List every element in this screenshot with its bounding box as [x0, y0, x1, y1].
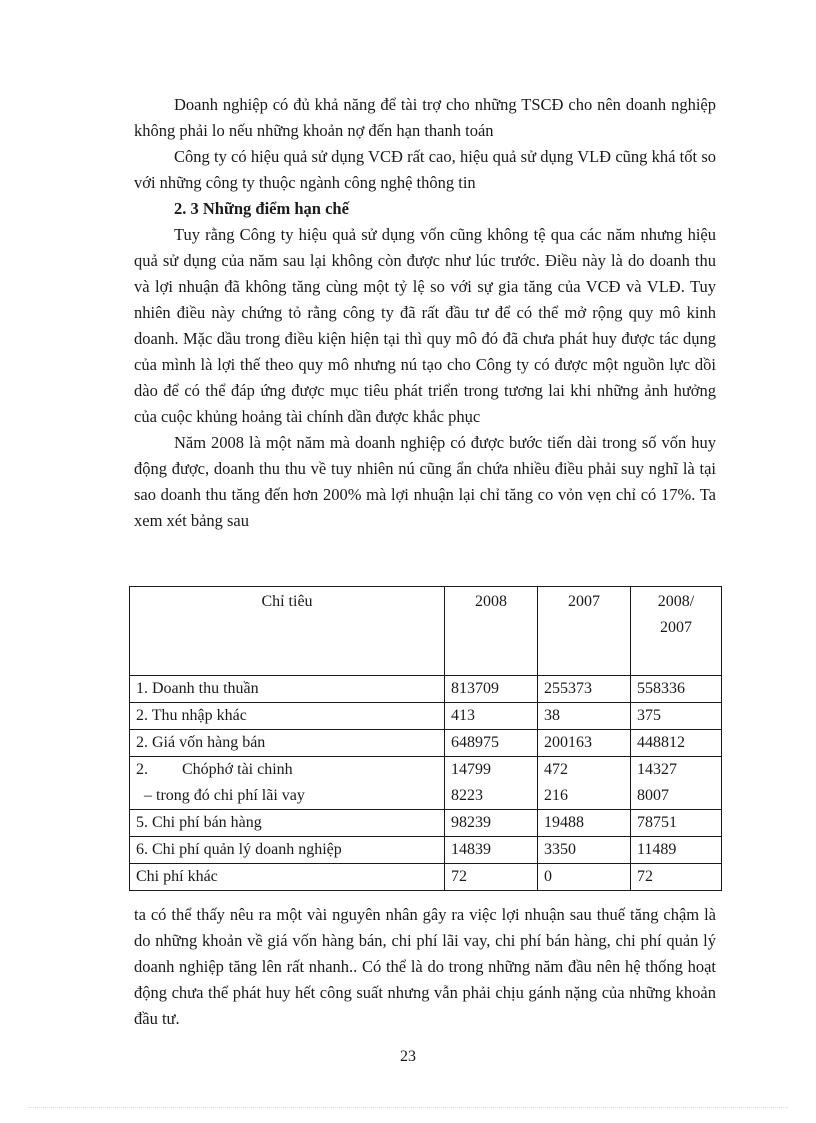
cell-2008: 72 [445, 864, 538, 891]
table-row [130, 676, 722, 703]
paragraph: Tuy rằng Công ty hiệu quả sử dụng vốn cũng không tệ qua các năm nhưng hiệu quả sử dụng của năm sau lại không còn được như lúc trước. Điều này là do doanh thu và lợi nhuận đã không tăng cùng một tỷ lệ so với sự gia tăng của VCĐ và VLĐ. Tuy nhiên điều này chứng tỏ rằng công ty đã rất đầu tư để có thể mở rộng quy mô kinh doanh. Mặc dầu trong điều kiện hiện tại thì quy mô đó đã chưa phát huy được tác dụng của mình là lợi thế theo quy mô nhưng nú tạo cho Công ty có được một nguồn lực dồi dào để có thể đáp ứng được mục tiêu phát triển trong tương lai khi những ảnh hưởng của cuộc khủng hoảng tài chính dần được khắc phục [134, 225, 716, 426]
cell-2008: 98239 [445, 810, 538, 837]
cell-value: 14799 [451, 761, 491, 778]
row-label-main: Chóphớ tài chinh [182, 761, 293, 778]
paragraph: Năm 2008 là một năm mà doanh nghiệp có được bước tiến dài trong số vốn huy động được, doanh thu thu về tuy nhiên nú cũng ẩn chứa nhiều điều phải suy nghĩ là tại sao doanh thu tăng đến hơn 200% mà lợi nhuận lại chỉ tăng co vỏn vẹn chỉ có 17%. Ta xem xét bảng sau [134, 433, 716, 530]
cell-2008: 14839 [445, 837, 538, 864]
cell-diff [631, 757, 722, 810]
cell-2007: 255373 [538, 676, 631, 703]
header-ratio-line2: 2007 [660, 619, 692, 636]
row-label: 6. Chi phí quản lý doanh nghiệp [130, 837, 445, 864]
header-2007: 2007 [538, 587, 631, 676]
cell-2007: 3350 [538, 837, 631, 864]
cell-2008 [445, 757, 538, 810]
cell-2008: 813709 [445, 676, 538, 703]
cell-2007: 19488 [538, 810, 631, 837]
header-2008: 2008 [445, 587, 538, 676]
cell-value-sub: 8007 [637, 787, 669, 804]
cell-diff: 448812 [631, 730, 722, 757]
cell-diff: 78751 [631, 810, 722, 837]
table-row [130, 730, 722, 757]
page-bottom-divider [28, 1107, 788, 1108]
cell-diff: 558336 [631, 676, 722, 703]
table-row [130, 810, 722, 837]
row-label: 2. Giá vốn hàng bán [130, 730, 445, 757]
row-label: Chi phí khác [130, 864, 445, 891]
cell-diff: 72 [631, 864, 722, 891]
table-row [130, 837, 722, 864]
table-header-row [130, 587, 722, 676]
cell-2007 [538, 757, 631, 810]
row-label-number: 2. [136, 761, 148, 778]
cell-2007: 0 [538, 864, 631, 891]
row-label-sub: – trong đó chi phí lãi vay [144, 787, 305, 804]
row-label [130, 757, 445, 810]
header-ratio [631, 587, 722, 676]
cell-diff: 11489 [631, 837, 722, 864]
page-number: 23 [400, 1048, 416, 1065]
table-row [130, 757, 722, 810]
row-label: 2. Thu nhập khác [130, 703, 445, 730]
cell-value: 472 [544, 761, 568, 778]
comparison-table [129, 586, 722, 891]
cell-2008: 413 [445, 703, 538, 730]
cell-2007: 38 [538, 703, 631, 730]
cell-value-sub: 8223 [451, 787, 483, 804]
cell-2008: 648975 [445, 730, 538, 757]
cell-diff: 375 [631, 703, 722, 730]
paragraph: Công ty có hiệu quả sử dụng VCĐ rất cao, hiệu quả sử dụng VLĐ cũng khá tốt so với những công ty thuộc ngành công nghệ thông tin [134, 147, 716, 192]
paragraph: Doanh nghiệp có đủ khả năng để tài trợ cho những TSCĐ cho nên doanh nghiệp không phải lo nếu những khoản nợ đến hạn thanh toán [134, 95, 716, 140]
header-indicator: Chỉ tiêu [130, 587, 445, 676]
row-label: 5. Chi phí bán hàng [130, 810, 445, 837]
cell-value-sub: 216 [544, 787, 568, 804]
table-row [130, 864, 722, 891]
header-ratio-line1: 2008/ [657, 593, 695, 610]
paragraph: ta có thể thấy nêu ra một vài nguyên nhân gây ra việc lợi nhuận sau thuế tăng chậm là do những khoản về giá vốn hàng bán, chi phí lãi vay, chi phí bán hàng, chi phí quản lý doanh nghiệp tăng lên rất nhanh.. Có thể là do trong những năm đầu nên hệ thống hoạt động chưa thể phát huy hết công suất nhưng vẫn phải chịu gánh nặng của những khoản đầu tư. [134, 905, 716, 1028]
cell-value: 14327 [637, 761, 677, 778]
cell-2007: 200163 [538, 730, 631, 757]
body-text-bottom [134, 902, 716, 1032]
row-label: 1. Doanh thu thuần [130, 676, 445, 703]
section-heading: 2. 3 Những điểm hạn chế [174, 199, 349, 218]
table-row [130, 703, 722, 730]
body-text-top [134, 92, 716, 534]
